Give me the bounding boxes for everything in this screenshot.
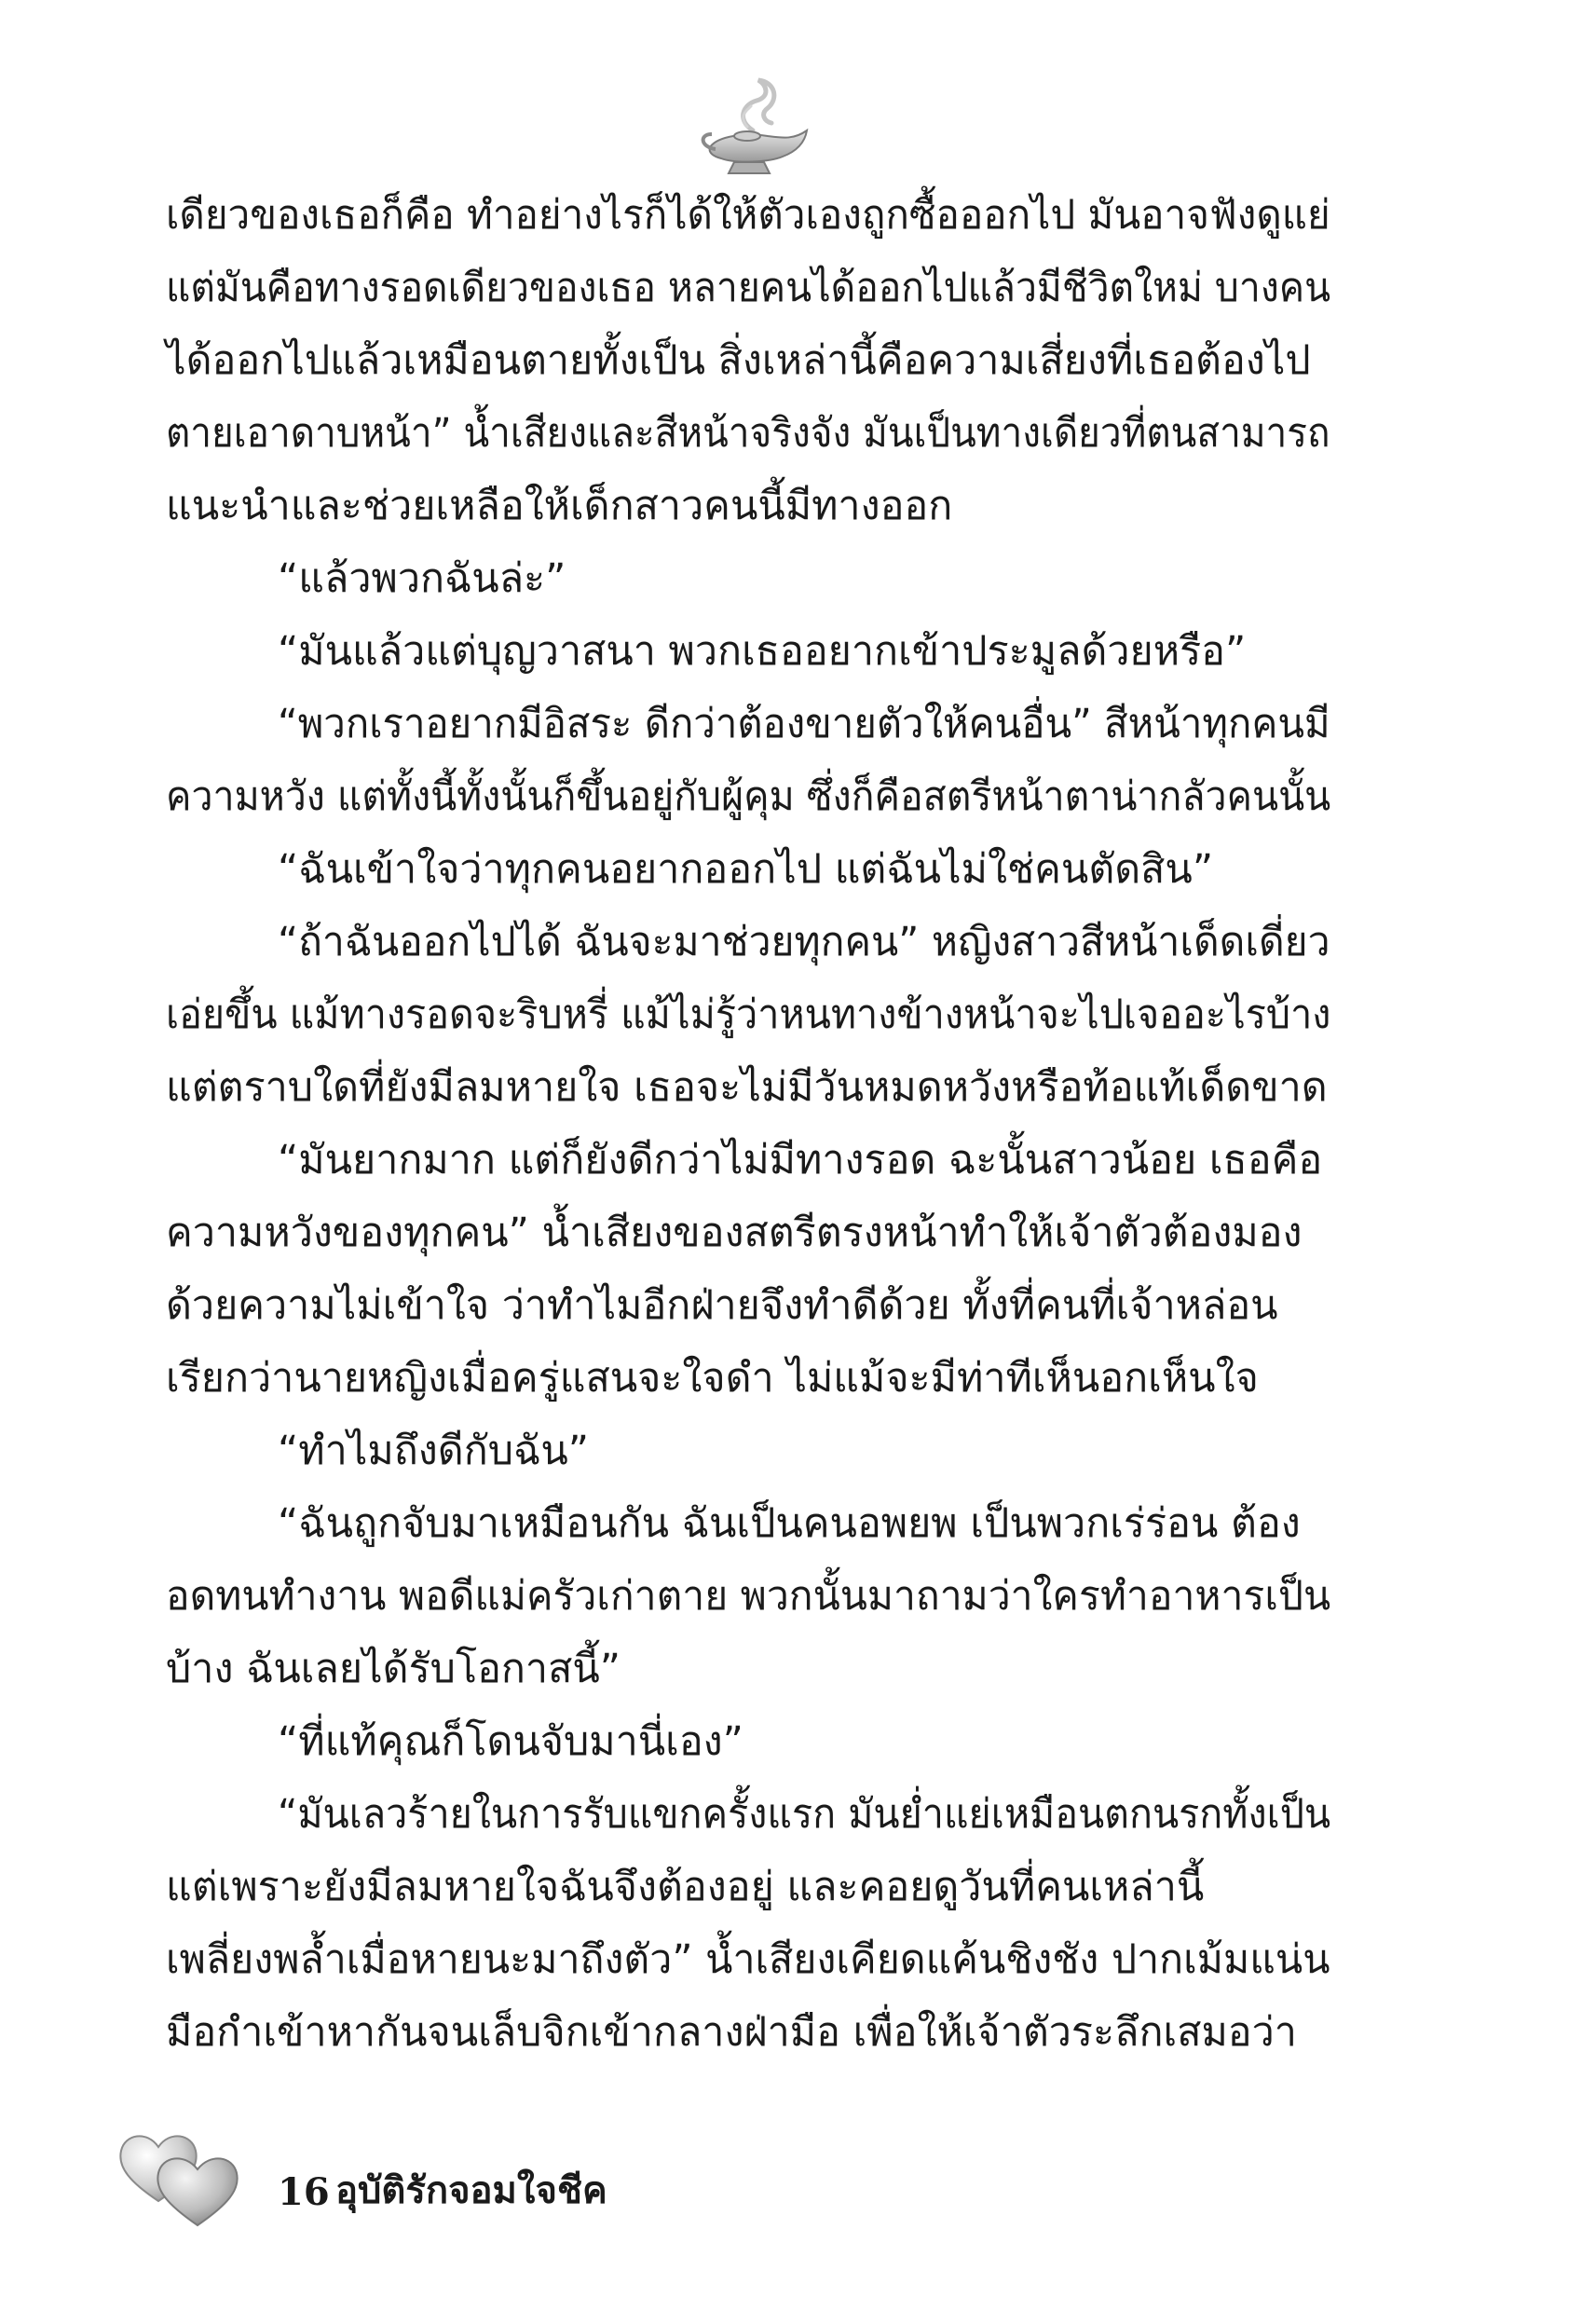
text-line: “พวกเราอยากมีอิสระ ดีกว่าต้องขายตัวให้คนอื่น” สีหน้าทุกคนมี [278,701,1330,747]
text-line: แนะนำและช่วยเหลือให้เด็กสาวคนนี้มีทางออก [166,483,953,529]
hearts-icon [112,2115,252,2236]
text-line: “มันยากมาก แต่ก็ยังดีกว่าไม่มีทางรอด ฉะนั้นสาวน้อย เธอคือ [278,1137,1323,1183]
text-line: เอ่ยขึ้น แม้ทางรอดจะริบหรี่ แม้ไม่รู้ว่าหนทางข้างหน้าจะไปเจออะไรบ้าง [166,991,1331,1038]
book-title: อุบัติรักจอมใจชีค [335,2168,607,2212]
text-line: ได้ออกไปแล้วเหมือนตายทั้งเป็น สิ่งเหล่านี้คือความเสี่ยงที่เธอต้องไป [166,337,1311,384]
text-line: “มันเลวร้ายในการรับแขกครั้งแรก มันย่ำแย่เหมือนตกนรกทั้งเป็น [278,1791,1331,1838]
text-line: ความหวัง แต่ทั้งนี้ทั้งนั้นก็ขึ้นอยู่กับผู้คุม ซึ่งก็คือสตรีหน้าตาน่ากลัวคนนั้น [166,773,1331,820]
text-line: แต่มันคือทางรอดเดียวของเธอ หลายคนได้ออกไปแล้วมีชีวิตใหม่ บางคน [166,265,1331,311]
text-line: “แล้วพวกฉันล่ะ” [278,555,566,602]
page-footer [112,2115,764,2246]
text-line: ตายเอาดาบหน้า” น้ำเสียงและสีหน้าจริงจัง มันเป็นทางเดียวที่ตนสามารถ [166,410,1330,457]
text-line: “ทำไมถึงดีกับฉัน” [278,1428,589,1474]
text-line: เพลี่ยงพล้ำเมื่อหายนะมาถึงตัว” น้ำเสียงเคียดแค้นชิงชัง ปากเม้มแน่น [166,1936,1330,1983]
text-line: อดทนทำงาน พอดีแม่ครัวเก่าตาย พวกนั้นมาถามว่าใครทำอาหารเป็น [166,1573,1331,1620]
text-line: ความหวังของทุกคน” น้ำเสียงของสตรีตรงหน้าทำให้เจ้าตัวต้องมอง [166,1210,1303,1256]
text-line: มือกำเข้าหากันจนเล็บจิกเข้ากลางฝ่ามือ เพื่อให้เจ้าตัวระลึกเสมอว่า [166,2009,1297,2056]
text-line: ด้วยความไม่เข้าใจ ว่าทำไมอีกฝ่ายจึงทำดีด้วย ทั้งที่คนที่เจ้าหล่อน [166,1282,1278,1329]
text-line: เรียกว่านายหญิงเมื่อครู่แสนจะใจดำ ไม่แม้จะมีท่าทีเห็นอกเห็นใจ [166,1355,1259,1402]
genie-lamp-icon [689,73,820,185]
text-line: “มันแล้วแต่บุญวาสนา พวกเธออยากเข้าประมูลด้วยหรือ” [278,628,1247,675]
text-line: บ้าง ฉันเลยได้รับโอกาสนี้” [166,1646,621,1692]
text-line: “ฉันเข้าใจว่าทุกคนอยากออกไป แต่ฉันไม่ใช่คนตัดสิน” [278,846,1214,893]
text-line: “ถ้าฉันออกไปได้ ฉันจะมาช่วยทุกคน” หญิงสาวสีหน้าเด็ดเดี่ยว [278,919,1330,965]
text-line: “ที่แท้คุณก็โดนจับมานี่เอง” [278,1718,743,1765]
text-line: แต่เพราะยังมีลมหายใจฉันจึงต้องอยู่ และคอยดูวันที่คนเหล่านี้ [166,1864,1205,1910]
page-number: 16 [278,2170,330,2214]
text-line: เดียวของเธอก็คือ ทำอย่างไรก็ได้ให้ตัวเองถูกซื้อออกไป มันอาจฟังดูแย่ [166,192,1330,239]
text-line: แต่ตราบใดที่ยังมีลมหายใจ เธอจะไม่มีวันหมดหวังหรือท้อแท้เด็ดขาด [166,1064,1328,1111]
body-text [166,182,1330,2092]
text-line: “ฉันถูกจับมาเหมือนกัน ฉันเป็นคนอพยพ เป็นพวกเร่ร่อน ต้อง [278,1500,1301,1547]
